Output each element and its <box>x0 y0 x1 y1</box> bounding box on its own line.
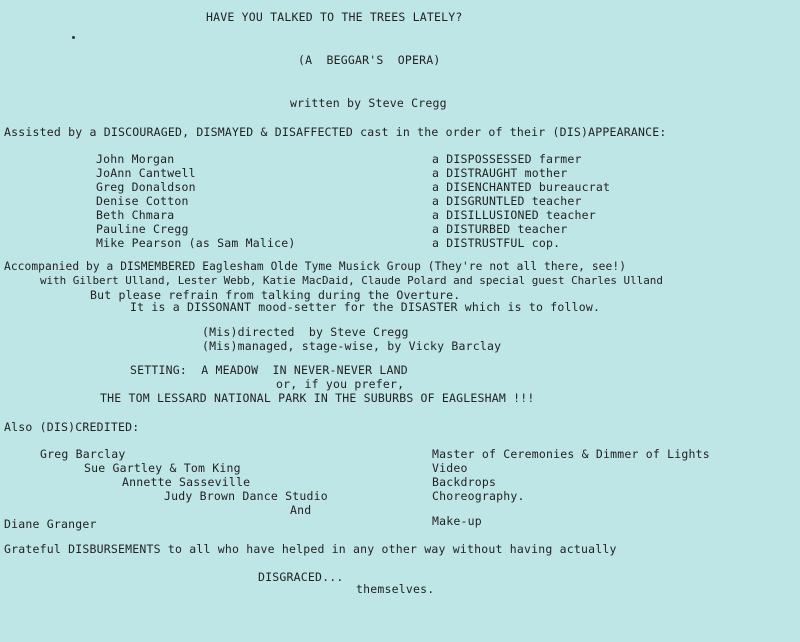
cast-actor: JoAnn Cantwell <box>96 166 196 180</box>
program-subtitle: (A BEGGAR'S OPERA) <box>298 53 441 67</box>
setting-line: THE TOM LESSARD NATIONAL PARK IN THE SUBURBS OF EAGLESHAM !!! <box>100 391 535 405</box>
music-line: It is a DISSONANT mood-setter for the DISASTER which is to follow. <box>130 300 601 314</box>
cast-actor: John Morgan <box>96 152 175 166</box>
credit-name: Judy Brown Dance Studio <box>164 489 328 503</box>
credit-name: Sue Gartley & Tom King <box>84 461 241 475</box>
cast-intro: Assisted by a DISCOURAGED, DISMAYED & DISAFFECTED cast in the order of their (DIS)APPEARANCE: <box>4 125 667 139</box>
music-line: But please refrain from talking during the Overture. <box>90 288 461 302</box>
credit-role: Make-up <box>432 514 482 528</box>
credits-heading: Also (DIS)CREDITED: <box>4 420 140 434</box>
cast-actor: Mike Pearson (as Sam Malice) <box>96 236 296 250</box>
closing-line: themselves. <box>356 582 435 596</box>
cast-role: a DISENCHANTED bureaucrat <box>432 180 611 194</box>
byline: written by Steve Cregg <box>290 96 447 110</box>
credit-role: Choreography. <box>432 489 525 503</box>
cast-role: a DISGRUNTLED teacher <box>432 194 582 208</box>
credit-role: Backdrops <box>432 475 497 489</box>
cast-role: a DISPOSSESSED farmer <box>432 152 582 166</box>
stage-manager-credit: (Mis)managed, stage-wise, by Vicky Barclay <box>202 339 502 353</box>
credit-name: Annette Sasseville <box>122 475 251 489</box>
program-title: HAVE YOU TALKED TO THE TREES LATELY? <box>206 10 463 24</box>
credit-name: Diane Granger <box>4 517 97 531</box>
cast-actor: Denise Cotton <box>96 194 189 208</box>
cast-role: a DISTRAUGHT mother <box>432 166 568 180</box>
closing-line: Grateful DISBURSEMENTS to all who have helped in any other way without having actually <box>4 542 617 556</box>
credit-name: Greg Barclay <box>40 447 126 461</box>
music-line: with Gilbert Ulland, Lester Webb, Katie MacDaid, Claude Polard and special guest Charles Ulland <box>40 274 663 287</box>
setting-line: or, if you prefer, <box>276 377 405 391</box>
cast-role: a DISILLUSIONED teacher <box>432 208 596 222</box>
ink-speck <box>72 36 75 39</box>
music-line: Accompanied by a DISMEMBERED Eaglesham Olde Tyme Musick Group (They're not all there, see!) <box>4 260 627 273</box>
cast-role: a DISTURBED teacher <box>432 222 568 236</box>
credit-role: Video <box>432 461 468 475</box>
cast-role: a DISTRUSTFUL cop. <box>432 236 561 250</box>
closing-line: DISGRACED... <box>258 570 344 584</box>
cast-actor: Greg Donaldson <box>96 180 196 194</box>
cast-actor: Pauline Cregg <box>96 222 189 236</box>
credit-role: Master of Ceremonies & Dimmer of Lights <box>432 447 710 461</box>
director-credit: (Mis)directed by Steve Cregg <box>202 325 409 339</box>
cast-actor: Beth Chmara <box>96 208 175 222</box>
setting-line: SETTING: A MEADOW IN NEVER-NEVER LAND <box>130 363 408 377</box>
credit-name: And <box>290 503 312 517</box>
